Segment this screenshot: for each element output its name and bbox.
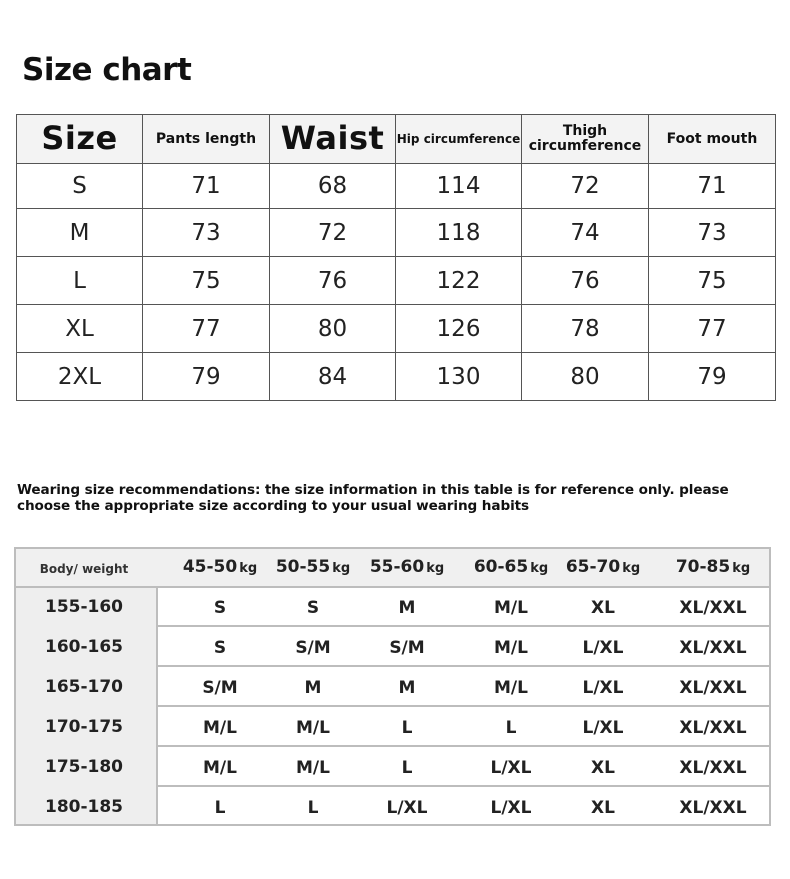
size-row xyxy=(17,209,776,257)
weight-unit: kg xyxy=(732,561,751,576)
measurement-cell: 84 xyxy=(270,353,396,401)
weight-unit: kg xyxy=(426,561,445,576)
row-divider xyxy=(156,785,769,787)
size-label-cell: XL xyxy=(17,305,143,353)
weight-header xyxy=(554,557,652,577)
size-label-cell: 2XL xyxy=(17,353,143,401)
recommended-size-cell: XL/XXL xyxy=(679,638,747,658)
recommended-size-cell: XL xyxy=(591,758,615,778)
measurement-cell: 68 xyxy=(270,164,396,209)
size-label-cell: S xyxy=(17,164,143,209)
recommended-size-cell: M/L xyxy=(494,598,528,618)
header-hip-circumference: Hip circumference xyxy=(396,115,522,164)
recommended-size-cell: XL/XXL xyxy=(679,678,747,698)
size-row xyxy=(17,257,776,305)
recommended-size-cell: XL xyxy=(591,798,615,818)
measurement-cell: 76 xyxy=(270,257,396,305)
weight-range: 70-85 xyxy=(675,557,731,577)
recommended-size-cell: L xyxy=(401,758,413,778)
size-recommendation-note: Wearing size recommendations: the size information in this table is for reference only. please choose the appropriate size according to your usual wearing habits xyxy=(17,482,729,514)
weight-unit: kg xyxy=(622,561,641,576)
recommended-size-cell: M xyxy=(398,678,416,698)
height-range: 155-160 xyxy=(44,597,124,617)
recommended-size-cell: M/L xyxy=(296,758,330,778)
weight-range: 55-60 xyxy=(369,557,425,577)
row-divider xyxy=(156,745,769,747)
height-range: 175-180 xyxy=(44,757,124,777)
weight-range: 60-65 xyxy=(473,557,529,577)
recommended-size-cell: L/XL xyxy=(386,798,428,818)
weight-unit: kg xyxy=(239,561,258,576)
recommended-size-cell: L xyxy=(505,718,517,738)
weight-unit: kg xyxy=(530,561,549,576)
measurement-cell: 72 xyxy=(270,209,396,257)
row-divider xyxy=(156,665,769,667)
measurement-cell: 126 xyxy=(396,305,522,353)
recommended-size-cell: XL/XXL xyxy=(679,798,747,818)
recommended-size-cell: M xyxy=(304,678,322,698)
measurement-cell: 79 xyxy=(649,353,776,401)
recommended-size-cell: XL/XXL xyxy=(679,598,747,618)
measurement-cell: 74 xyxy=(522,209,649,257)
measurement-cell: 77 xyxy=(649,305,776,353)
measurement-cell: 78 xyxy=(522,305,649,353)
recommended-size-cell: L/XL xyxy=(490,798,532,818)
size-row xyxy=(17,164,776,209)
measurement-cell: 77 xyxy=(143,305,270,353)
measurement-cell: 118 xyxy=(396,209,522,257)
size-row xyxy=(17,305,776,353)
height-range: 180-185 xyxy=(44,797,124,817)
measurement-cell: 80 xyxy=(270,305,396,353)
recommended-size-cell: M/L xyxy=(494,678,528,698)
recommended-size-cell: L xyxy=(401,718,413,738)
header-pants-length: Pants length xyxy=(143,115,270,164)
height-range: 170-175 xyxy=(44,717,124,737)
measurement-cell: 72 xyxy=(522,164,649,209)
weight-range: 50-55 xyxy=(275,557,331,577)
row-divider xyxy=(156,705,769,707)
weight-header xyxy=(264,557,362,577)
recommended-size-cell: M/L xyxy=(203,718,237,738)
size-label-cell: M xyxy=(17,209,143,257)
measurement-cell: 75 xyxy=(143,257,270,305)
recommended-size-cell: M/L xyxy=(203,758,237,778)
header-thigh-circumference: Thigh circumference xyxy=(522,115,649,164)
page-title: Size chart xyxy=(22,52,192,88)
recommended-size-cell: M/L xyxy=(296,718,330,738)
recommended-size-cell: L/XL xyxy=(582,678,624,698)
recommended-size-cell: M/L xyxy=(494,638,528,658)
size-row xyxy=(17,353,776,401)
measurement-cell: 71 xyxy=(649,164,776,209)
recommended-size-cell: S/M xyxy=(295,638,331,658)
recommended-size-cell: L xyxy=(214,798,226,818)
weight-range: 45-50 xyxy=(182,557,238,577)
recommended-size-cell: L xyxy=(307,798,319,818)
recommended-size-cell: S xyxy=(213,638,227,658)
weight-header xyxy=(462,557,560,577)
recommended-size-cell: XL xyxy=(591,598,615,618)
measurement-cell: 79 xyxy=(143,353,270,401)
recommended-size-cell: S/M xyxy=(389,638,425,658)
measurement-cell: 76 xyxy=(522,257,649,305)
wearing-recommendation-table xyxy=(14,547,771,826)
recommended-size-cell: S xyxy=(213,598,227,618)
measurement-cell: 122 xyxy=(396,257,522,305)
row-divider xyxy=(156,625,769,627)
weight-range: 65-70 xyxy=(565,557,621,577)
measurement-cell: 114 xyxy=(396,164,522,209)
weight-header xyxy=(171,557,269,577)
recommended-size-cell: S xyxy=(306,598,320,618)
recommended-size-cell: L/XL xyxy=(490,758,532,778)
recommended-size-cell: L/XL xyxy=(582,638,624,658)
height-range: 165-170 xyxy=(44,677,124,697)
header-waist: Waist xyxy=(270,115,396,164)
weight-unit: kg xyxy=(332,561,351,576)
recommended-size-cell: S/M xyxy=(202,678,238,698)
measurement-cell: 73 xyxy=(649,209,776,257)
header-foot-mouth: Foot mouth xyxy=(649,115,776,164)
measurement-cell: 73 xyxy=(143,209,270,257)
measurement-cell: 75 xyxy=(649,257,776,305)
measurement-cell: 130 xyxy=(396,353,522,401)
measurement-cell: 80 xyxy=(522,353,649,401)
recommended-size-cell: M xyxy=(398,598,416,618)
size-table xyxy=(16,114,776,401)
measurement-cell: 71 xyxy=(143,164,270,209)
height-range: 160-165 xyxy=(44,637,124,657)
weight-header xyxy=(664,557,762,577)
header-size: Size xyxy=(17,115,143,164)
recommended-size-cell: L/XL xyxy=(582,718,624,738)
recommended-size-cell: XL/XXL xyxy=(679,718,747,738)
corner-label: Body/ weight xyxy=(39,562,129,576)
size-table-header xyxy=(17,115,776,164)
size-label-cell: L xyxy=(17,257,143,305)
recommended-size-cell: XL/XXL xyxy=(679,758,747,778)
weight-header xyxy=(358,557,456,577)
